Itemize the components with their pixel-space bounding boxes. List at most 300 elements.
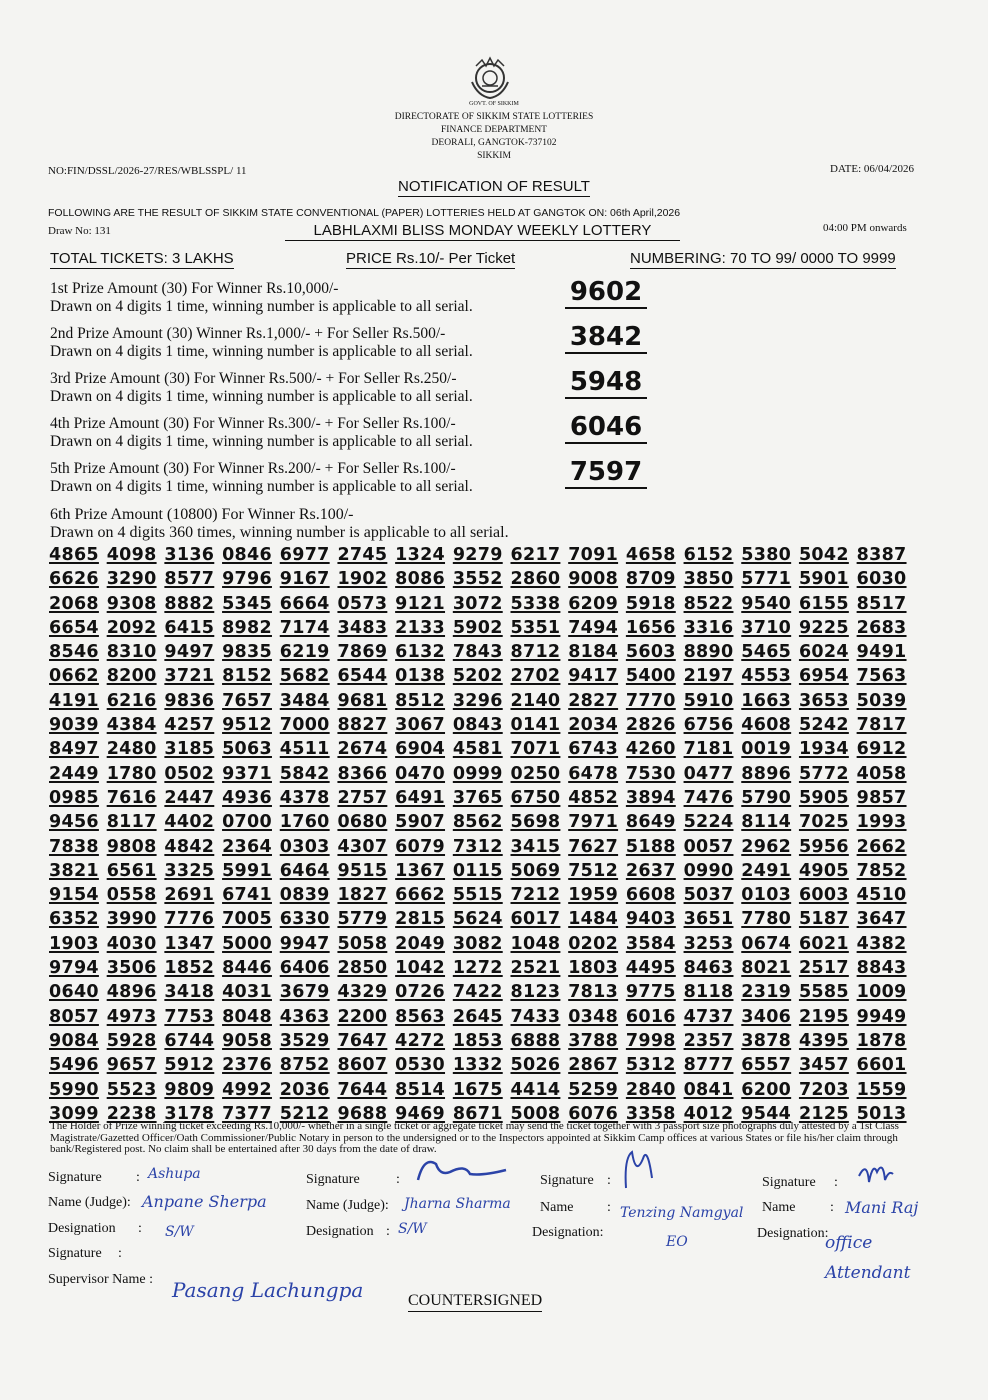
winning-number: 7998 xyxy=(625,1030,676,1051)
winning-number: 4495 xyxy=(625,958,676,979)
winning-number: 5496 xyxy=(49,1055,99,1076)
prize-6-amount: 6th Prize Amount (10800) For Winner Rs.100/- xyxy=(50,506,354,523)
countersigned-label: COUNTERSIGNED xyxy=(408,1292,542,1312)
ticket-price: PRICE Rs.10/- Per Ticket xyxy=(346,250,516,267)
winning-number: 9084 xyxy=(49,1030,99,1051)
winning-number: 6888 xyxy=(510,1030,561,1051)
winning-number: 9681 xyxy=(337,690,388,711)
draw-number: Draw No: 131 xyxy=(48,225,111,237)
winning-number: 2133 xyxy=(395,617,446,638)
winning-number: 6217 xyxy=(510,545,561,565)
winning-number: 0138 xyxy=(395,666,446,687)
winning-number: 5042 xyxy=(798,545,849,565)
winning-number: 5202 xyxy=(452,666,503,687)
prize-4-rule: Drawn on 4 digits 1 time, winning number is applicable to all serial. xyxy=(50,433,473,450)
winning-number: 5212 xyxy=(279,1103,330,1124)
winning-number: 1332 xyxy=(452,1055,503,1076)
winning-number: 9279 xyxy=(452,545,503,565)
winning-number: 8463 xyxy=(683,958,734,979)
winning-number: 8446 xyxy=(222,958,272,979)
official-4-name: Mani Raj xyxy=(845,1198,919,1217)
claim-footnote: The Holder of Prize winning ticket exceeding Rs.10,000/- whether in a single ticket or aggregate ticket may send the ticket together with 3 passport size photographs duly attested by a 1st Class Magistrate/Gazetted Officer/Oath Commissioner/Public Notary in person to the undersigned or to the Inspectors appointed at Sikkim Camp offices at various States or file his/her claim through bank/Registered post. No claim shall be entertained after 30 days from the date of draw. xyxy=(50,1120,899,1155)
winning-number: 6664 xyxy=(279,593,330,614)
total-tickets: TOTAL TICKETS: 3 LAKHS xyxy=(50,250,234,267)
winning-number: 9225 xyxy=(798,617,849,638)
winning-number: 2674 xyxy=(337,739,388,760)
winning-number: 8562 xyxy=(452,812,503,833)
winning-number: 6544 xyxy=(337,666,388,687)
winning-number: 6478 xyxy=(568,763,619,784)
winning-number: 6024 xyxy=(798,642,849,663)
winning-number: 2826 xyxy=(625,715,676,736)
winning-number: 7377 xyxy=(222,1103,272,1124)
winning-number: 0477 xyxy=(683,763,734,784)
winning-number: 7212 xyxy=(510,885,561,906)
winning-number: 3850 xyxy=(683,569,734,590)
winning-number: 4382 xyxy=(856,933,907,954)
winning-number: 9809 xyxy=(164,1079,215,1100)
winning-number: 8114 xyxy=(741,812,792,833)
prize-4-number: 6046 xyxy=(565,412,647,444)
winning-number: 1780 xyxy=(106,763,157,784)
winning-number: 8607 xyxy=(337,1055,388,1076)
official-4-name-label: Name xyxy=(762,1200,796,1215)
prize-1-rule: Drawn on 4 digits 1 time, winning number is applicable to all serial. xyxy=(50,298,473,315)
sig-2-label: Signature xyxy=(306,1172,360,1187)
winning-number: 9417 xyxy=(568,666,619,687)
winning-number: 8522 xyxy=(683,593,734,614)
winning-number: 6977 xyxy=(279,545,330,565)
winning-number: 8057 xyxy=(49,1006,99,1027)
winning-number: 4553 xyxy=(741,666,792,687)
winning-number: 5069 xyxy=(510,860,561,881)
winning-number: 8152 xyxy=(222,666,272,687)
winning-number: 9167 xyxy=(279,569,330,590)
winning-number: 4992 xyxy=(222,1079,272,1100)
winning-number: 4852 xyxy=(568,787,619,808)
winning-number: 5380 xyxy=(741,545,792,565)
winning-number: 3457 xyxy=(798,1055,849,1076)
winning-number: 3082 xyxy=(452,933,503,954)
winning-number: 7852 xyxy=(856,860,907,881)
winning-number: 0573 xyxy=(337,593,388,614)
winning-number: 0985 xyxy=(49,787,99,808)
winning-number: 3072 xyxy=(452,593,503,614)
winning-number: 5772 xyxy=(798,763,849,784)
winning-number: 9949 xyxy=(856,1006,907,1027)
winning-number: 9835 xyxy=(222,642,272,663)
directorate-name: DIRECTORATE OF SIKKIM STATE LOTTERIES xyxy=(394,112,594,122)
winning-number: 4257 xyxy=(164,715,215,736)
winning-number: 1484 xyxy=(568,909,619,930)
winning-number: 5790 xyxy=(741,787,792,808)
prize-1-number: 9602 xyxy=(565,277,647,309)
winning-number: 1675 xyxy=(452,1079,503,1100)
winning-number: 3765 xyxy=(452,787,503,808)
winning-number: 2745 xyxy=(337,545,388,565)
winning-number: 6017 xyxy=(510,909,561,930)
winning-number: 5907 xyxy=(395,812,446,833)
judge-1-name-label: Name (Judge): xyxy=(48,1195,131,1210)
winning-number: 3529 xyxy=(279,1030,330,1051)
winning-number: 2364 xyxy=(222,836,272,857)
winning-number: 8546 xyxy=(49,642,99,663)
winning-number: 4098 xyxy=(106,545,157,565)
winning-number: 6904 xyxy=(395,739,446,760)
winning-number: 4191 xyxy=(49,690,99,711)
winning-number: 8896 xyxy=(741,763,792,784)
sig-1-signature: Ashupa xyxy=(148,1166,201,1182)
winning-number: 5259 xyxy=(568,1079,619,1100)
winning-number: 3821 xyxy=(49,860,99,881)
winning-number: 7838 xyxy=(49,836,99,857)
winning-number: 4395 xyxy=(798,1030,849,1051)
winning-number: 6030 xyxy=(856,569,907,590)
winning-number: 7843 xyxy=(452,642,503,663)
winning-number: 5037 xyxy=(683,885,734,906)
winning-number: 8827 xyxy=(337,715,388,736)
official-3-name: Tenzing Namgyal xyxy=(620,1205,744,1221)
winning-number: 5515 xyxy=(452,885,503,906)
winning-number: 7494 xyxy=(568,617,619,638)
winning-number: 7476 xyxy=(683,787,734,808)
winning-number: 3415 xyxy=(510,836,561,857)
winning-number: 8117 xyxy=(106,812,157,833)
winning-number: 7647 xyxy=(337,1030,388,1051)
winning-number: 0470 xyxy=(395,763,446,784)
winning-number: 0700 xyxy=(222,812,272,833)
supervisor-name: Pasang Lachungpa xyxy=(172,1278,364,1302)
winning-number: 8021 xyxy=(741,958,792,979)
winning-number: 5771 xyxy=(741,569,792,590)
winning-number: 4842 xyxy=(164,836,215,857)
winning-number: 8982 xyxy=(222,617,272,638)
winning-number: 4058 xyxy=(856,763,907,784)
winning-number: 6561 xyxy=(106,860,157,881)
draw-time: 04:00 PM onwards xyxy=(823,222,907,234)
winning-number: 4737 xyxy=(683,1006,734,1027)
winning-number: 2702 xyxy=(510,666,561,687)
prize-3-number: 5948 xyxy=(565,367,647,399)
winning-number: 4384 xyxy=(106,715,157,736)
sig-1-label: Signature xyxy=(48,1170,102,1185)
winning-number: 3185 xyxy=(164,739,215,760)
winning-number: 9403 xyxy=(625,909,676,930)
department-name: FINANCE DEPARTMENT xyxy=(441,125,547,135)
winning-number: 1827 xyxy=(337,885,388,906)
winning-number: 2034 xyxy=(568,715,619,736)
winning-number: 6021 xyxy=(798,933,849,954)
winning-number: 0843 xyxy=(452,715,503,736)
winning-number: 4378 xyxy=(279,787,330,808)
winning-number: 6016 xyxy=(625,1006,676,1027)
prize-4-amount: 4th Prize Amount (30) For Winner Rs.300/- + For Seller Rs.100/- xyxy=(50,415,456,432)
winning-number: 7203 xyxy=(798,1079,849,1100)
winning-number: 8777 xyxy=(683,1055,734,1076)
winning-number: 5928 xyxy=(106,1030,157,1051)
official-3-designation-label: Designation: xyxy=(532,1225,604,1240)
winning-number: 8577 xyxy=(164,569,215,590)
winning-number: 7174 xyxy=(279,617,330,638)
winning-number: 0141 xyxy=(510,715,561,736)
prize-5-number: 7597 xyxy=(565,457,647,489)
prize-2-number: 3842 xyxy=(565,322,647,354)
winning-number: 7776 xyxy=(164,909,215,930)
winning-number: 9121 xyxy=(395,593,446,614)
judge-2-designation-label: Designation xyxy=(306,1224,374,1239)
winning-number: 9808 xyxy=(106,836,157,857)
winning-number: 6219 xyxy=(279,642,330,663)
winning-number: 7512 xyxy=(568,860,619,881)
winning-number: 0839 xyxy=(279,885,330,906)
winning-number: 5058 xyxy=(337,933,388,954)
sig-3-label: Signature xyxy=(540,1173,594,1188)
winning-number: 9540 xyxy=(741,593,792,614)
winning-number: 2357 xyxy=(683,1030,734,1051)
official-4-designation-label: Designation: xyxy=(757,1226,829,1241)
winning-number: 2447 xyxy=(164,787,215,808)
winning-number: 2815 xyxy=(395,909,446,930)
state-line: SIKKIM xyxy=(477,151,511,161)
winning-number: 5585 xyxy=(798,982,849,1003)
winning-number: 3253 xyxy=(683,933,734,954)
winning-number: 8649 xyxy=(625,812,676,833)
winning-number: 6200 xyxy=(741,1079,792,1100)
prize-3-rule: Drawn on 4 digits 1 time, winning number is applicable to all serial. xyxy=(50,388,473,405)
winning-number: 3584 xyxy=(625,933,676,954)
winning-number: 2827 xyxy=(568,690,619,711)
winning-number: 6557 xyxy=(741,1055,792,1076)
winning-number: 9039 xyxy=(49,715,99,736)
winning-number: 8048 xyxy=(222,1006,272,1027)
winning-number: 8514 xyxy=(395,1079,446,1100)
sig-3-signature-icon xyxy=(618,1148,658,1197)
winning-number: 9058 xyxy=(222,1030,272,1051)
winning-number: 3506 xyxy=(106,958,157,979)
winning-number: 8497 xyxy=(49,739,99,760)
page-title: NOTIFICATION OF RESULT xyxy=(398,178,590,195)
winning-number: 2645 xyxy=(452,1006,503,1027)
winning-number: 0348 xyxy=(568,1006,619,1027)
winning-number: 9796 xyxy=(222,569,272,590)
prize-6-number-grid xyxy=(49,545,915,1128)
winning-number: 2092 xyxy=(106,617,157,638)
winning-number: 5918 xyxy=(625,593,676,614)
winning-number: 4272 xyxy=(395,1030,446,1051)
winning-number: 3418 xyxy=(164,982,215,1003)
winning-number: 0558 xyxy=(106,885,157,906)
winning-number: 6003 xyxy=(798,885,849,906)
winning-number: 7657 xyxy=(222,690,272,711)
winning-number: 5956 xyxy=(798,836,849,857)
winning-number: 7770 xyxy=(625,690,676,711)
winning-number: 8843 xyxy=(856,958,907,979)
winning-number: 6491 xyxy=(395,787,446,808)
winning-number: 1347 xyxy=(164,933,215,954)
official-3-name-label: Name xyxy=(540,1200,574,1215)
winning-number: 5008 xyxy=(510,1103,561,1124)
winning-number: 5779 xyxy=(337,909,388,930)
sig-4-signature-icon xyxy=(855,1158,895,1193)
winning-number: 1009 xyxy=(856,982,907,1003)
winning-number: 7091 xyxy=(568,545,619,565)
winning-number: 6744 xyxy=(164,1030,215,1051)
winning-number: 8563 xyxy=(395,1006,446,1027)
winning-number: 4936 xyxy=(222,787,272,808)
winning-number: 7753 xyxy=(164,1006,215,1027)
winning-number: 2125 xyxy=(798,1103,849,1124)
winning-number: 7071 xyxy=(510,739,561,760)
winning-number: 6155 xyxy=(798,593,849,614)
winning-number: 2637 xyxy=(625,860,676,881)
winning-number: 2319 xyxy=(741,982,792,1003)
winning-number: 9836 xyxy=(164,690,215,711)
winning-number: 6464 xyxy=(279,860,330,881)
winning-number: 2195 xyxy=(798,1006,849,1027)
judge-2-name: Jharna Sharma xyxy=(404,1196,511,1212)
winning-number: 0662 xyxy=(49,666,99,687)
winning-number: 6601 xyxy=(856,1055,907,1076)
winning-number: 6132 xyxy=(395,642,446,663)
winning-number: 3647 xyxy=(856,909,907,930)
winning-number: 1902 xyxy=(337,569,388,590)
winning-number: 4658 xyxy=(625,545,676,565)
winning-number: 6209 xyxy=(568,593,619,614)
winning-number: 6415 xyxy=(164,617,215,638)
winning-number: 9775 xyxy=(625,982,676,1003)
winning-number: 5910 xyxy=(683,690,734,711)
winning-number: 6626 xyxy=(49,569,99,590)
winning-number: 0303 xyxy=(279,836,330,857)
winning-number: 3178 xyxy=(164,1103,215,1124)
winning-number: 1048 xyxy=(510,933,561,954)
winning-number: 2521 xyxy=(510,958,561,979)
winning-number: 0530 xyxy=(395,1055,446,1076)
winning-number: 9469 xyxy=(395,1103,446,1124)
winning-number: 7627 xyxy=(568,836,619,857)
winning-number: 4905 xyxy=(798,860,849,881)
winning-number: 5000 xyxy=(222,933,272,954)
winning-number: 8118 xyxy=(683,982,734,1003)
winning-number: 0674 xyxy=(741,933,792,954)
winning-number: 5188 xyxy=(625,836,676,857)
winning-number: 2840 xyxy=(625,1079,676,1100)
winning-number: 7530 xyxy=(625,763,676,784)
winning-number: 5912 xyxy=(164,1055,215,1076)
winning-number: 0502 xyxy=(164,763,215,784)
judge-2-name-label: Name (Judge): xyxy=(306,1198,389,1213)
winning-number: 4031 xyxy=(222,982,272,1003)
ticket-numbering: NUMBERING: 70 TO 99/ 0000 TO 9999 xyxy=(630,250,896,267)
winning-number: 9371 xyxy=(222,763,272,784)
winning-number: 6330 xyxy=(279,909,330,930)
winning-number: 1042 xyxy=(395,958,446,979)
winning-number: 3878 xyxy=(741,1030,792,1051)
winning-number: 1852 xyxy=(164,958,215,979)
winning-number: 5901 xyxy=(798,569,849,590)
winning-number: 4511 xyxy=(279,739,330,760)
winning-number: 9857 xyxy=(856,787,907,808)
winning-number: 5603 xyxy=(625,642,676,663)
winning-number: 7644 xyxy=(337,1079,388,1100)
winning-number: 3290 xyxy=(106,569,157,590)
winning-number: 3325 xyxy=(164,860,215,881)
winning-number: 7005 xyxy=(222,909,272,930)
winning-number: 9544 xyxy=(741,1103,792,1124)
winning-number: 2238 xyxy=(106,1103,157,1124)
winning-number: 3296 xyxy=(452,690,503,711)
winning-number: 3653 xyxy=(798,690,849,711)
winning-number: 3894 xyxy=(625,787,676,808)
prize-6-rule: Drawn on 4 digits 360 times, winning number is applicable to all serial. xyxy=(50,524,509,541)
address-line: DEORALI, GANGTOK-737102 xyxy=(431,138,557,148)
winning-number: 2049 xyxy=(395,933,446,954)
winning-number: 6608 xyxy=(625,885,676,906)
winning-number: 5842 xyxy=(279,763,330,784)
sig-2-signature-icon xyxy=(410,1150,510,1195)
reference-number: NO:FIN/DSSL/2026-27/RES/WBLSSPL/ 11 xyxy=(48,165,247,177)
winning-number: 6076 xyxy=(568,1103,619,1124)
winning-number: 5039 xyxy=(856,690,907,711)
winning-number: 1272 xyxy=(452,958,503,979)
winning-number: 7563 xyxy=(856,666,907,687)
winning-number: 1853 xyxy=(452,1030,503,1051)
winning-number: 5224 xyxy=(683,812,734,833)
winning-number: 5905 xyxy=(798,787,849,808)
prize-4-description xyxy=(50,415,473,451)
winning-number: 2662 xyxy=(856,836,907,857)
winning-number: 3552 xyxy=(452,569,503,590)
prize-3-amount: 3rd Prize Amount (30) For Winner Rs.500/- + For Seller Rs.250/- xyxy=(50,370,457,387)
winning-number: 0999 xyxy=(452,763,503,784)
winning-number: 9154 xyxy=(49,885,99,906)
winning-number: 2691 xyxy=(164,885,215,906)
winning-number: 4329 xyxy=(337,982,388,1003)
winning-number: 6741 xyxy=(222,885,272,906)
winning-number: 0103 xyxy=(741,885,792,906)
official-4-designation: office Attendant xyxy=(825,1233,911,1283)
winning-number: 1959 xyxy=(568,885,619,906)
winning-number: 7813 xyxy=(568,982,619,1003)
winning-number: 0115 xyxy=(452,860,503,881)
prize-5-rule: Drawn on 4 digits 1 time, winning number is applicable to all serial. xyxy=(50,478,473,495)
following-line: FOLLOWING ARE THE RESULT OF SIKKIM STATE CONVENTIONAL (PAPER) LOTTERIES HELD AT GANGTOK ON: 06th April,2026 xyxy=(48,207,681,219)
winning-number: 9688 xyxy=(337,1103,388,1124)
winning-number: 1324 xyxy=(395,545,446,565)
winning-number: 4030 xyxy=(106,933,157,954)
lottery-name: LABHLAXMI BLISS MONDAY WEEKLY LOTTERY xyxy=(285,222,680,241)
winning-number: 7312 xyxy=(452,836,503,857)
winning-number: 7869 xyxy=(337,642,388,663)
winning-number: 2449 xyxy=(49,763,99,784)
winning-number: 7817 xyxy=(856,715,907,736)
winning-number: 9308 xyxy=(106,593,157,614)
winning-number: 5242 xyxy=(798,715,849,736)
winning-number: 5187 xyxy=(798,909,849,930)
bottom-signature-label: Signature xyxy=(48,1246,102,1261)
winning-number: 5523 xyxy=(106,1079,157,1100)
winning-number: 4581 xyxy=(452,739,503,760)
winning-number: 4865 xyxy=(49,545,99,565)
winning-number: 3067 xyxy=(395,715,446,736)
winning-number: 7433 xyxy=(510,1006,561,1027)
winning-number: 9794 xyxy=(49,958,99,979)
prize-5-description xyxy=(50,460,473,496)
winning-number: 4260 xyxy=(625,739,676,760)
winning-number: 0250 xyxy=(510,763,561,784)
judge-1-designation: S/W xyxy=(165,1224,194,1240)
winning-number: 0846 xyxy=(222,545,272,565)
